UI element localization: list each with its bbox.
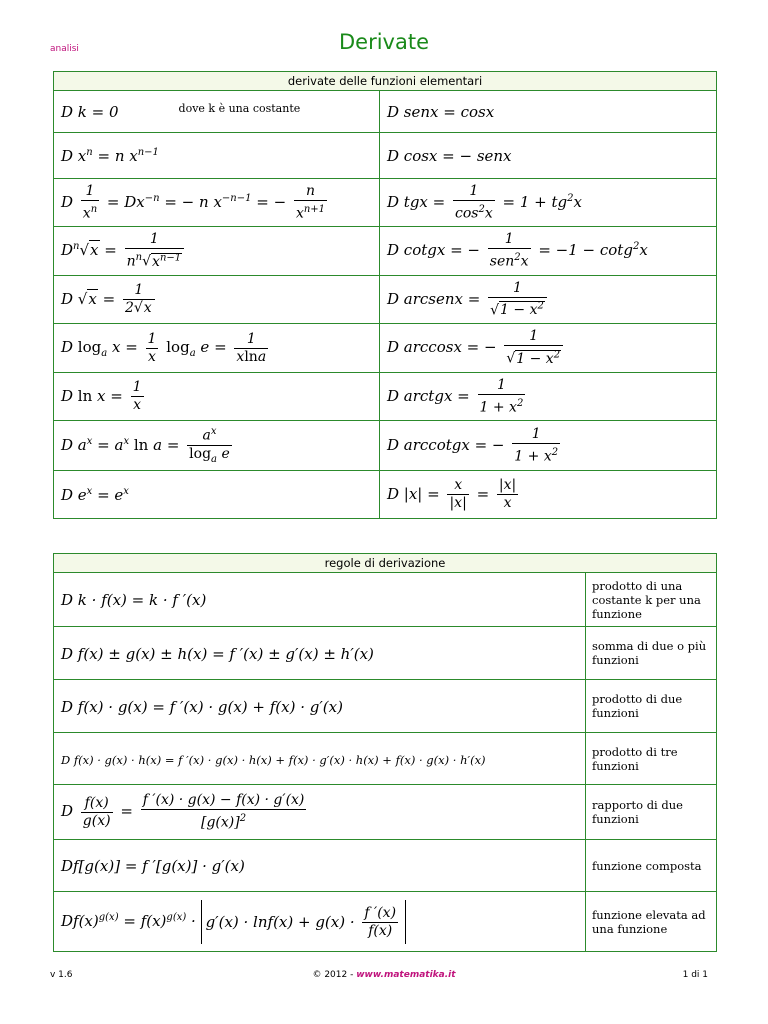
rule-label: somma di due o più funzioni <box>586 627 717 680</box>
formula-cell: D senx = cosx <box>380 91 717 133</box>
formula-cell: D k = 0 $^{dove k è una costante}$ <box>54 91 380 133</box>
formula-cell: D ln x = $\frac{1}{x}$ <box>54 373 380 421</box>
rule-formula: D $\frac{f(x)}{g(x)}$ = $\frac{f '(x) \cdot g(x) - f(x) \cdot g'(x)}{[g(x)]^2}$ <box>54 785 586 840</box>
page-number: 1 di 1 <box>682 970 708 980</box>
formula-cell: D $\log_a x$ = $\frac{1}{x}$ $\log_a e$ = $\frac{1}{xlna}$ <box>54 324 380 373</box>
formula-cell: D arcsenx = $\frac{1}{√1 - x^2}$ <box>380 276 717 324</box>
formula-cell: D arccosx = − $\frac{1}{√1 - x^2}$ <box>380 324 717 373</box>
rule-formula: Df[g(x)] = f ′[g(x)] · g′(x) <box>54 840 586 892</box>
rule-label: prodotto di due funzioni <box>586 680 717 733</box>
formula-cell: D cotgx = − 1 sen$^2$x = −1 − cotg$^2$x <box>380 227 717 276</box>
formula-cell: D $x^n = n$ $x^{n-1}$ <box>54 133 380 179</box>
rule-label: prodotto di una costante k per una funzione <box>586 573 717 627</box>
formula-cell: D $a^x = a^x$ ln a = $\frac{a^x}{\log_a e}$ <box>54 421 380 471</box>
table-caption: derivate delle funzioni elementari <box>54 72 717 91</box>
version-label: v 1.6 <box>50 970 73 980</box>
rule-formula: D f(x) · g(x) · h(x) = f ′(x) · g(x) · h(x) + f(x) · g′(x) · h(x) + f(x) · g(x) · h′(x) <box>54 733 586 785</box>
elementary-derivatives-table <box>53 71 717 519</box>
rule-formula: $Df(x)^{g(x)} = f(x)^{g(x)} \cdot g'(x) \cdot \ln f(x) + g(x)$ · $\frac{f '(x)}{f(x)}$ <box>54 892 586 952</box>
rule-formula: D f(x) · g(x) = f ′(x) · g(x) + f(x) · g′(x) <box>54 680 586 733</box>
formula-cell: D |x| = $\frac{x}{|x|}$ = $\frac{|x|}{x}$ <box>380 471 717 519</box>
site-link[interactable]: www.matematika.it <box>356 970 456 980</box>
formula-cell: D arccotgx = − $\frac{1}{1 + x^2}$ <box>380 421 717 471</box>
formula-cell: D $\frac{1}{x^n}$ = $Dx^{-n}$ = − n $x^{-n-1}$ = − $\frac{n}{x^{n+1}}$ <box>54 179 380 227</box>
table-caption: regole di derivazione <box>54 554 717 573</box>
copyright-text: © 2012 - <box>312 970 357 980</box>
rule-label: funzione elevata ad una funzione <box>586 892 717 952</box>
formula-cell: D $e^x = e^x$ <box>54 471 380 519</box>
copyright-line <box>0 970 768 980</box>
formula-cell: D cosx = − senx <box>380 133 717 179</box>
rule-formula: D k · f(x) = k · f ′(x) <box>54 573 586 627</box>
constant-note: dove k è una costante <box>178 102 301 115</box>
rule-label: rapporto di due funzioni <box>586 785 717 840</box>
formula-cell: D tgx = $\frac{1}{\cos^2x}$ = $1 + tg^2x$ <box>380 179 717 227</box>
page-title: Derivate <box>338 30 429 54</box>
rule-formula: D f(x) ± g(x) ± h(x) = f ′(x) ± g′(x) ± h′(x) <box>54 627 586 680</box>
section-label: analisi <box>50 44 79 54</box>
rule-label: funzione composta <box>586 840 717 892</box>
derivation-rules-table <box>53 553 717 952</box>
formula-cell: D arctgx = $\frac{1}{1 + x^2}$ <box>380 373 717 421</box>
formula-cell: $D^n√x$ = $\frac{1}{n^n√x^{n-1}}$ <box>54 227 380 276</box>
formula-cell: D √x = $\frac{1}{2√x}$ <box>54 276 380 324</box>
rule-label: prodotto di tre funzioni <box>586 733 717 785</box>
